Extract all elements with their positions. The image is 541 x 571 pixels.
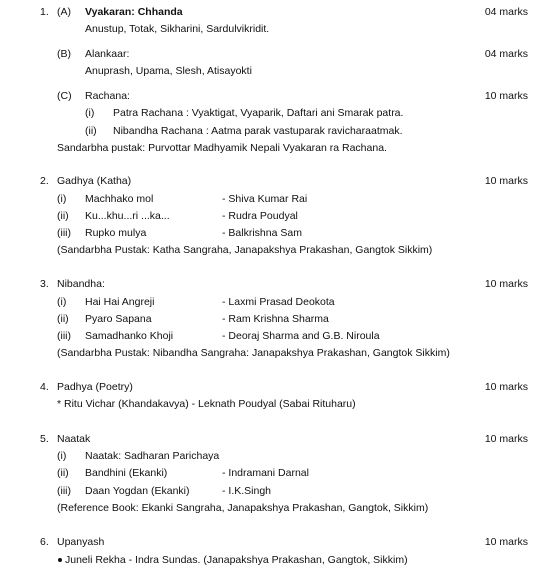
section-3-number: 3.	[40, 278, 49, 290]
section-3-item-author: - Deoraj Sharma and G.B. Niroula	[222, 330, 380, 342]
section-5-item-work: Naatak: Sadharan Parichaya	[85, 450, 220, 462]
section-3-item-author: - Laxmi Prasad Deokota	[222, 296, 335, 308]
section-1c-item-roman: (ii)	[85, 125, 97, 137]
section-2-item-work: Machhako mol	[85, 193, 154, 205]
section-1b-marks: 04 marks	[484, 48, 528, 60]
section-1b-title: Alankaar:	[85, 48, 130, 60]
section-6-marks: 10 marks	[484, 536, 528, 548]
section-2-item-roman: (i)	[57, 193, 67, 205]
section-1c-item-text: Patra Rachana : Vyaktigat, Vyaparik, Daftari ani Smarak patra.	[113, 107, 404, 119]
section-2-item-work: Rupko mulya	[85, 227, 147, 239]
section-1c-title: Rachana:	[85, 90, 130, 102]
section-5-item-author: - I.K.Singh	[222, 485, 272, 497]
section-2-reference: (Sandarbha Pustak: Katha Sangraha, Janapakshya Prakashan, Gangtok Sikkim)	[57, 244, 433, 256]
section-4-title: Padhya (Poetry)	[57, 381, 133, 393]
section-1a-label: (A)	[57, 6, 71, 18]
section-5-item-work: Bandhini (Ekanki)	[85, 467, 168, 479]
section-5-item-roman: (i)	[57, 450, 67, 462]
section-1c-item-roman: (i)	[85, 107, 95, 119]
section-6-title: Upanyash	[57, 536, 105, 548]
section-3-title: Nibandha:	[57, 278, 105, 290]
section-4-number: 4.	[40, 381, 49, 393]
section-4-marks: 10 marks	[484, 381, 528, 393]
section-5-item-roman: (iii)	[57, 485, 71, 497]
section-3-item-author: - Ram Krishna Sharma	[222, 313, 329, 325]
bullet-icon	[58, 558, 62, 562]
section-1c-item-text: Nibandha Rachana : Aatma parak vastuparak ravicharaatmak.	[113, 125, 403, 137]
section-2-item-author: - Rudra Poudyal	[222, 210, 298, 222]
section-4-line: * Ritu Vichar (Khandakavya) - Leknath Poudyal (Sabai Rituharu)	[57, 398, 356, 410]
section-1c-marks: 10 marks	[484, 90, 528, 102]
section-3-reference: (Sandarbha Pustak: Nibandha Sangraha: Janapakshya Prakashan, Gangtok Sikkim)	[57, 347, 450, 359]
section-2-item-roman: (ii)	[57, 210, 69, 222]
section-6-line: Juneli Rekha - Indra Sundas. (Janapakshya Prakashan, Gangtok, Sikkim)	[65, 554, 408, 566]
section-1-reference: Sandarbha pustak: Purvottar Madhyamik Nepali Vyakaran ra Rachana.	[57, 142, 387, 154]
section-2-title: Gadhya (Katha)	[57, 175, 132, 187]
section-6-number: 6.	[40, 536, 49, 548]
section-3-item-roman: (ii)	[57, 313, 69, 325]
section-1a-body: Anustup, Totak, Sikharini, Sardulvikridit.	[85, 23, 270, 35]
section-2-item-work: Ku...khu...ri ...ka...	[85, 210, 170, 222]
section-3-item-roman: (i)	[57, 296, 67, 308]
section-3-item-work: Pyaro Sapana	[85, 313, 152, 325]
section-1c-label: (C)	[57, 90, 72, 102]
section-1b-body: Anuprash, Upama, Slesh, Atisayokti	[85, 65, 252, 77]
section-2-marks: 10 marks	[484, 175, 528, 187]
section-5-number: 5.	[40, 433, 49, 445]
section-5-item-author: - Indramani Darnal	[222, 467, 309, 479]
section-1a-title: Vyakaran: Chhanda	[85, 6, 183, 18]
section-5-reference: (Reference Book: Ekanki Sangraha, Janapakshya Prakashan, Gangtok, Sikkim)	[57, 502, 429, 514]
section-2-item-roman: (iii)	[57, 227, 71, 239]
section-5-title: Naatak	[57, 433, 91, 445]
section-3-item-roman: (iii)	[57, 330, 71, 342]
section-3-item-work: Hai Hai Angreji	[85, 296, 155, 308]
section-1-number: 1.	[40, 6, 49, 18]
section-2-item-author: - Shiva Kumar Rai	[222, 193, 308, 205]
section-2-item-author: - Balkrishna Sam	[222, 227, 302, 239]
section-1b-label: (B)	[57, 48, 71, 60]
section-5-marks: 10 marks	[484, 433, 528, 445]
section-2-number: 2.	[40, 175, 49, 187]
section-3-marks: 10 marks	[484, 278, 528, 290]
section-5-item-work: Daan Yogdan (Ekanki)	[85, 485, 190, 497]
section-3-item-work: Samadhanko Khoji	[85, 330, 174, 342]
section-1a-marks: 04 marks	[484, 6, 528, 18]
section-5-item-roman: (ii)	[57, 467, 69, 479]
